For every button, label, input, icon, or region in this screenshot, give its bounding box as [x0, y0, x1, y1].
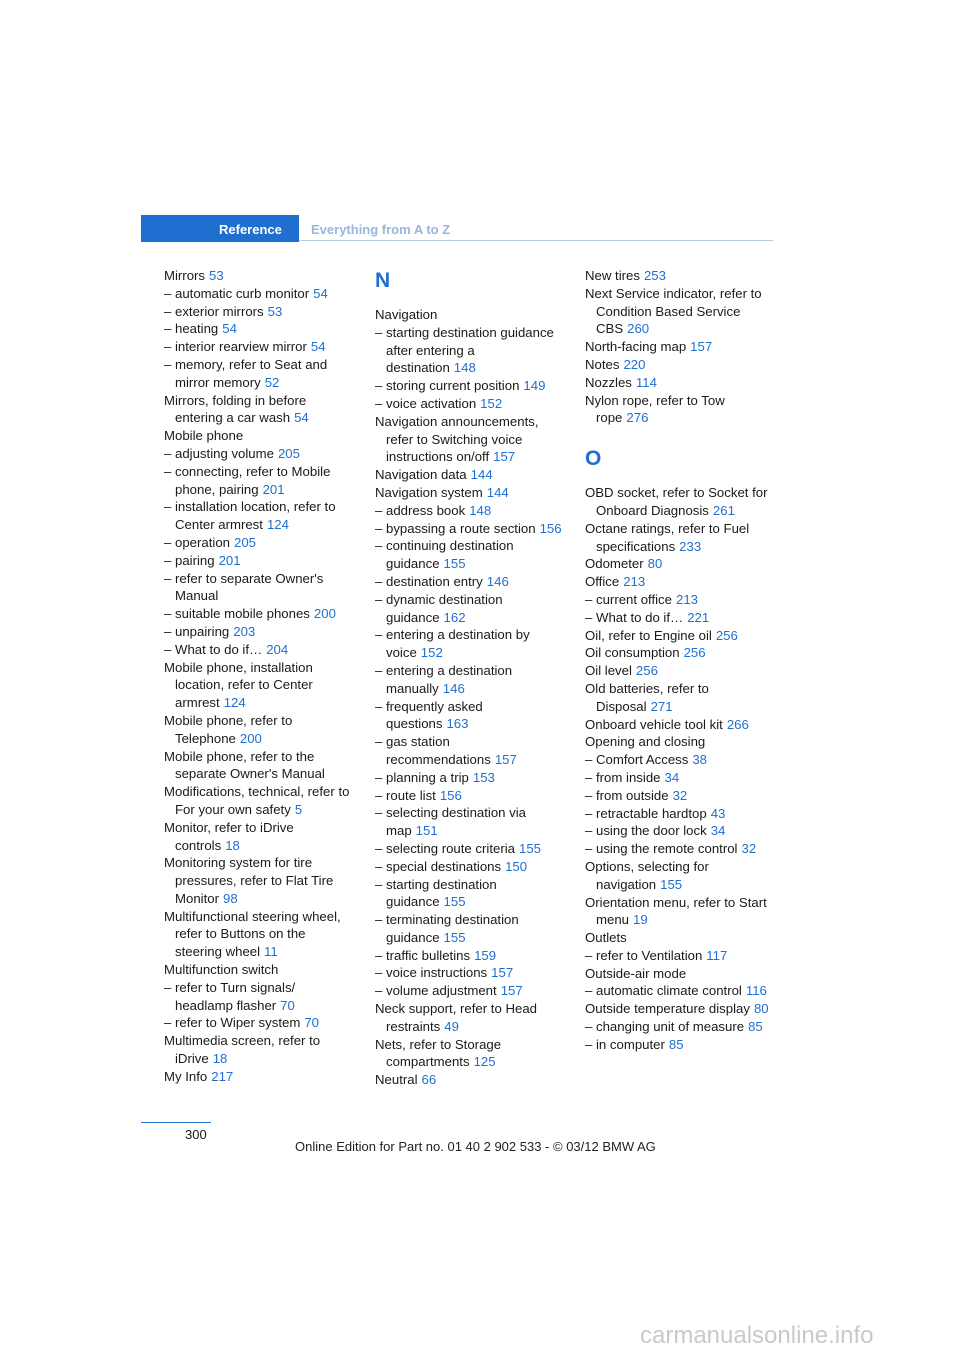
entry-text: – continuing destination guidance	[375, 538, 514, 572]
index-entry	[375, 591, 567, 627]
page-link[interactable]: 34	[710, 823, 726, 839]
index-entry	[585, 680, 777, 716]
entry-text: Office	[585, 574, 620, 590]
entry-text: – storing current position	[375, 378, 520, 394]
entry-text: – destination entry	[375, 573, 483, 589]
entry-text: – refer to separate Owner's Manual	[164, 570, 324, 604]
page-link[interactable]: 144	[486, 484, 509, 500]
page-link[interactable]: 54	[310, 339, 326, 355]
index-entry	[375, 964, 567, 982]
page-link[interactable]: 98	[222, 890, 238, 906]
entry-text: – retractable hardtop	[585, 805, 707, 821]
index-entry	[375, 787, 567, 805]
index-entry	[375, 484, 567, 502]
index-entry	[375, 1000, 567, 1036]
page-link[interactable]: 261	[712, 502, 735, 518]
page-link[interactable]: 155	[443, 894, 466, 910]
index-entry	[585, 822, 777, 840]
entry-text: Old batteries, refer to Disposal	[585, 680, 709, 714]
entry-text: Monitor, refer to iDrive controls	[164, 819, 294, 853]
index-entry	[585, 840, 777, 858]
index-entry	[164, 783, 356, 819]
entry-text: – heating	[164, 321, 219, 337]
page-link[interactable]: 155	[660, 876, 683, 892]
index-entry	[164, 854, 356, 907]
entry-text: Mobile phone, installation location, refer to Center armrest	[164, 659, 313, 711]
entry-text: – installation location, refer to Center armrest	[164, 499, 336, 533]
page-link[interactable]: 155	[443, 556, 466, 572]
index-entry	[375, 911, 567, 947]
page-link[interactable]: 114	[635, 374, 657, 390]
entry-text: Orientation menu, refer to Start menu	[585, 894, 767, 928]
index-entry	[164, 641, 356, 659]
page-link[interactable]: 80	[647, 556, 663, 572]
entry-text: – special destinations	[375, 858, 502, 874]
entry-text: Nylon rope, refer to Tow rope	[585, 392, 725, 426]
entry-text: Navigation	[375, 307, 438, 322]
page-link[interactable]: 70	[280, 997, 295, 1013]
header-divider	[299, 240, 773, 241]
index-entry	[585, 392, 777, 428]
index-entry	[164, 552, 356, 570]
entry-text: – memory, refer to Seat and mirror memory	[164, 356, 328, 390]
page-link[interactable]: 155	[443, 929, 466, 945]
section-gap	[585, 427, 777, 445]
index-entry	[585, 965, 777, 983]
page-link[interactable]: 52	[264, 374, 280, 390]
entry-text: Oil consumption	[585, 645, 680, 661]
page-link[interactable]: 146	[442, 680, 465, 696]
section-label: Reference	[219, 222, 282, 237]
index-column-1	[164, 267, 356, 1086]
page-link[interactable]: 203	[233, 623, 256, 639]
page-link[interactable]: 149	[523, 378, 546, 394]
index-entry	[164, 659, 356, 712]
page-link[interactable]: 205	[277, 445, 300, 461]
entry-text: – voice instructions	[375, 965, 488, 981]
entry-text: – volume adjustment	[375, 983, 497, 999]
page-link[interactable]: 253	[643, 268, 666, 283]
index-entry	[164, 1014, 356, 1032]
index-entry	[375, 662, 567, 698]
entry-text: Next Service indicator, refer to Condition Based Service CBS	[585, 285, 762, 337]
entry-text: Navigation system	[375, 484, 483, 500]
page-link[interactable]: 80	[753, 1001, 769, 1017]
entry-text: My Info	[164, 1068, 208, 1084]
page-link[interactable]: 144	[470, 467, 493, 483]
entry-text: – entering a destination by voice	[375, 627, 530, 661]
page-link[interactable]: 256	[683, 645, 706, 661]
page-link[interactable]: 256	[715, 627, 738, 643]
index-entry	[164, 498, 356, 534]
index-entry	[585, 947, 777, 965]
page-link[interactable]: 157	[500, 983, 523, 999]
page-link[interactable]: 66	[421, 1072, 437, 1088]
page-link[interactable]: 18	[225, 837, 240, 853]
entry-text: – starting destination guidance	[375, 876, 497, 910]
index-entry	[164, 961, 356, 979]
page-link[interactable]: 163	[446, 716, 469, 732]
entry-text: – selecting route criteria	[375, 840, 516, 856]
entry-text: Neutral	[375, 1072, 418, 1088]
entry-text: – refer to Ventilation	[585, 947, 703, 963]
page-link[interactable]: 162	[443, 609, 466, 625]
entry-text: Mirrors, folding in before entering a car wash	[164, 392, 307, 426]
entry-text: Multimedia screen, refer to iDrive	[164, 1033, 321, 1067]
entry-text: New tires	[585, 268, 640, 283]
page-link[interactable]: 276	[626, 410, 649, 426]
page-link[interactable]: 200	[313, 606, 336, 622]
index-entry	[585, 894, 777, 930]
entry-text: – from inside	[585, 769, 661, 785]
index-entry	[585, 374, 777, 392]
index-entry	[375, 502, 567, 520]
index-entry	[585, 1000, 777, 1018]
index-entry	[585, 1018, 777, 1036]
entry-text: – in computer	[585, 1036, 665, 1052]
index-entry	[375, 626, 567, 662]
entry-text: – bypassing a route section	[375, 520, 536, 536]
index-entry	[585, 555, 777, 573]
entry-text: – frequently asked questions	[375, 698, 483, 732]
index-entry	[164, 908, 356, 961]
entry-text: – unpairing	[164, 623, 230, 639]
page-link[interactable]: 148	[453, 360, 476, 376]
page-link[interactable]: 266	[726, 716, 749, 732]
page-link[interactable]: 201	[262, 481, 285, 497]
entry-text: Outlets	[585, 930, 627, 946]
entry-text: North-facing map	[585, 339, 687, 355]
entry-text: – planning a trip	[375, 769, 469, 785]
index-entry	[375, 804, 567, 840]
entry-text: Notes	[585, 356, 620, 372]
letter-heading: N	[375, 269, 391, 292]
page-link[interactable]: 157	[491, 965, 514, 981]
page-link[interactable]: 156	[539, 520, 562, 536]
edition-note: Online Edition for Part no. 01 40 2 902 533 - © 03/12 BMW AG	[295, 1139, 656, 1154]
index-entry	[585, 662, 777, 680]
index-entry	[164, 427, 356, 445]
entry-text: Nozzles	[585, 374, 632, 390]
page-link[interactable]: 43	[710, 805, 726, 821]
page-link[interactable]: 213	[676, 591, 699, 607]
index-entry	[375, 769, 567, 787]
page-link[interactable]: 205	[234, 534, 257, 550]
entry-text: – refer to Wiper system	[164, 1015, 301, 1031]
index-entry	[164, 1068, 356, 1086]
index-entry	[375, 1071, 567, 1089]
index-entry	[375, 395, 567, 413]
entry-text: – voice activation	[375, 395, 477, 411]
page-link[interactable]: 201	[218, 552, 241, 568]
index-entry	[164, 338, 356, 356]
index-entry	[375, 377, 567, 395]
page-number: 300	[185, 1127, 207, 1142]
page-link[interactable]: 150	[505, 858, 528, 874]
page-link[interactable]: 221	[687, 609, 710, 625]
index-entry	[164, 320, 356, 338]
index-entry	[585, 787, 777, 805]
index-entry	[164, 534, 356, 552]
entry-text: Neck support, refer to Head restraints	[375, 1001, 537, 1034]
entry-text: Octane ratings, refer to Fuel specifications	[585, 520, 750, 554]
page-link[interactable]: 85	[668, 1036, 684, 1052]
entry-text: – terminating destination guidance	[375, 912, 519, 945]
entry-text: Mobile phone	[164, 428, 244, 444]
index-entry	[375, 573, 567, 591]
index-entry	[164, 605, 356, 623]
index-entry	[164, 303, 356, 321]
index-entry	[585, 858, 777, 894]
index-entry	[375, 1036, 567, 1072]
letter-heading: O	[585, 447, 602, 471]
entry-text: – gas station recommendations	[375, 734, 491, 767]
page-link[interactable]: 153	[472, 769, 495, 785]
index-entry	[375, 537, 567, 573]
page-link[interactable]: 54	[222, 321, 237, 337]
page-link[interactable]: 152	[420, 645, 443, 661]
index-entry	[585, 982, 777, 1000]
entry-text: – starting destination guidance after entering a destination	[375, 324, 554, 376]
entry-text: – suitable mobile phones	[164, 606, 310, 622]
index-entry	[585, 267, 777, 285]
entry-text: Navigation announcements, refer to Switching voice instructions on/off	[375, 413, 539, 465]
entry-text: Mobile phone, refer to the separate Owner's Manual	[164, 748, 325, 782]
page-link[interactable]: 156	[439, 787, 462, 803]
index-column-3	[585, 267, 777, 1054]
entry-text: Oil, refer to Engine oil	[585, 627, 712, 643]
index-entry	[375, 876, 567, 912]
entry-text: – dynamic destination guidance	[375, 591, 503, 625]
index-entry	[164, 356, 356, 392]
entry-text: – automatic curb monitor	[164, 285, 310, 301]
index-entry	[585, 591, 777, 609]
page-link[interactable]: 19	[633, 912, 648, 928]
index-column-2	[375, 267, 567, 1089]
index-entry	[164, 285, 356, 303]
entry-text: – entering a destination manually	[375, 662, 513, 696]
entry-text: – connecting, refer to Mobile phone, pairing	[164, 463, 331, 497]
page-link[interactable]: 204	[266, 641, 289, 657]
index-entry	[375, 840, 567, 858]
page-link[interactable]: 148	[469, 502, 492, 518]
footer-rule	[141, 1122, 211, 1123]
entry-text: – exterior mirrors	[164, 303, 264, 319]
index-entry	[164, 445, 356, 463]
page-link[interactable]: 260	[627, 321, 650, 337]
page-link[interactable]: 271	[650, 698, 673, 714]
index-entry	[585, 356, 777, 374]
page-link[interactable]: 53	[209, 268, 224, 283]
index-entry	[164, 623, 356, 641]
page-link[interactable]: 213	[623, 574, 646, 590]
page-link[interactable]: 34	[664, 769, 680, 785]
page-link[interactable]: 11	[264, 944, 278, 960]
page-link[interactable]: 157	[494, 751, 517, 767]
index-entry	[164, 1032, 356, 1068]
entry-text: – operation	[164, 534, 230, 550]
index-entry	[585, 929, 777, 947]
entry-text: Mirrors	[164, 268, 206, 283]
page-link[interactable]: 157	[690, 339, 713, 355]
page-link[interactable]: 159	[474, 947, 497, 963]
index-entry	[585, 644, 777, 662]
entry-text: – traffic bulletins	[375, 947, 471, 963]
page-link[interactable]: 32	[672, 787, 688, 803]
page-link[interactable]: 53	[267, 303, 283, 319]
page-link[interactable]: 125	[473, 1054, 496, 1070]
index-entry	[375, 466, 567, 484]
entry-text: Monitoring system for tire pressures, refer to Flat Tire Monitor	[164, 855, 334, 906]
index-entry	[164, 267, 356, 285]
page-link[interactable]: 151	[415, 823, 438, 839]
entry-text: OBD socket, refer to Socket for Onboard Diagnosis	[585, 485, 768, 518]
index-entry	[375, 306, 567, 324]
page-link[interactable]: 117	[706, 947, 728, 963]
index-entry	[164, 392, 356, 428]
index-entry	[375, 947, 567, 965]
chapter-title: Everything from A to Z	[311, 222, 451, 237]
page-link[interactable]: 217	[211, 1068, 234, 1084]
index-entry	[585, 769, 777, 787]
page-link[interactable]: 32	[741, 841, 757, 857]
page-link[interactable]: 5	[294, 801, 303, 817]
index-entry	[375, 733, 567, 769]
index-entry	[375, 413, 567, 466]
index-entry	[375, 698, 567, 734]
index-entry	[375, 858, 567, 876]
entry-text: – from outside	[585, 787, 669, 803]
entry-text: Oil level	[585, 663, 632, 679]
entry-text: – changing unit of measure	[585, 1019, 745, 1035]
index-entry	[164, 570, 356, 606]
index-entry	[585, 520, 777, 556]
page-link[interactable]: 124	[266, 517, 289, 533]
index-entry	[585, 1036, 777, 1054]
entry-text: – adjusting volume	[164, 445, 274, 461]
entry-text: – selecting destination via map	[375, 805, 527, 839]
entry-text: – What to do if…	[585, 609, 684, 625]
page-link[interactable]: 54	[294, 410, 309, 426]
index-entry	[375, 982, 567, 1000]
index-entry	[585, 716, 777, 734]
page-link[interactable]: 70	[304, 1015, 319, 1031]
index-entry	[164, 979, 356, 1015]
page-link[interactable]: 85	[748, 1019, 763, 1035]
page-link[interactable]: 116	[745, 983, 767, 999]
index-entry	[585, 627, 777, 645]
entry-text: Multifunction switch	[164, 962, 279, 978]
index-entry	[164, 748, 356, 784]
index-entry	[164, 819, 356, 855]
page-link[interactable]: 200	[239, 730, 262, 746]
page-link[interactable]: 155	[519, 840, 542, 856]
page-link[interactable]: 220	[623, 356, 646, 372]
page-link[interactable]: 18	[212, 1051, 228, 1067]
entry-text: – automatic climate control	[585, 983, 742, 999]
entry-text: – using the door lock	[585, 823, 707, 839]
page-link[interactable]: 49	[444, 1018, 459, 1034]
entry-text: – address book	[375, 502, 466, 518]
page-link[interactable]: 157	[493, 449, 516, 465]
page-link[interactable]: 152	[480, 395, 503, 411]
entry-text: – route list	[375, 787, 436, 803]
entry-text: – current office	[585, 591, 672, 607]
index-entry	[375, 324, 567, 377]
entry-text: – Comfort Access	[585, 752, 689, 768]
entry-text: – using the remote control	[585, 841, 738, 857]
entry-text: Nets, refer to Storage compartments	[375, 1036, 502, 1070]
page-link[interactable]: 38	[692, 752, 708, 768]
entry-text: Outside-air mode	[585, 965, 687, 981]
entry-text: Odometer	[585, 556, 644, 572]
page-link[interactable]: 146	[486, 573, 509, 589]
index-entry	[585, 285, 777, 338]
entry-text: Modifications, technical, refer to For your own safety	[164, 784, 350, 817]
entry-text: – pairing	[164, 552, 215, 568]
index-entry	[585, 338, 777, 356]
page-link[interactable]: 124	[223, 695, 246, 711]
index-entry	[164, 712, 356, 748]
entry-text: Opening and closing	[585, 734, 706, 750]
index-entry	[585, 573, 777, 591]
index-entry	[585, 484, 777, 520]
index-entry	[585, 609, 777, 627]
index-entry	[585, 751, 777, 769]
entry-text: Outside temperature display	[585, 1001, 750, 1017]
index-entry	[375, 520, 567, 538]
entry-text: Onboard vehicle tool kit	[585, 716, 723, 732]
index-entry	[585, 805, 777, 823]
index-entry	[164, 463, 356, 499]
page-link[interactable]: 54	[313, 285, 328, 301]
watermark: carmanualsonline.info	[640, 1322, 874, 1349]
page-link[interactable]: 256	[635, 663, 658, 679]
entry-text: – What to do if…	[164, 641, 263, 657]
entry-text: Options, selecting for navigation	[585, 858, 709, 892]
entry-text: Navigation data	[375, 467, 467, 483]
entry-text: – interior rearview mirror	[164, 339, 307, 355]
index-entry	[585, 733, 777, 751]
entry-text: Mobile phone, refer to Telephone	[164, 712, 293, 746]
entry-text: Multifunctional steering wheel, refer to Buttons on the steering wheel	[164, 908, 341, 960]
entry-text: – refer to Turn signals/ headlamp flasher	[164, 979, 296, 1013]
page-link[interactable]: 233	[679, 538, 702, 554]
